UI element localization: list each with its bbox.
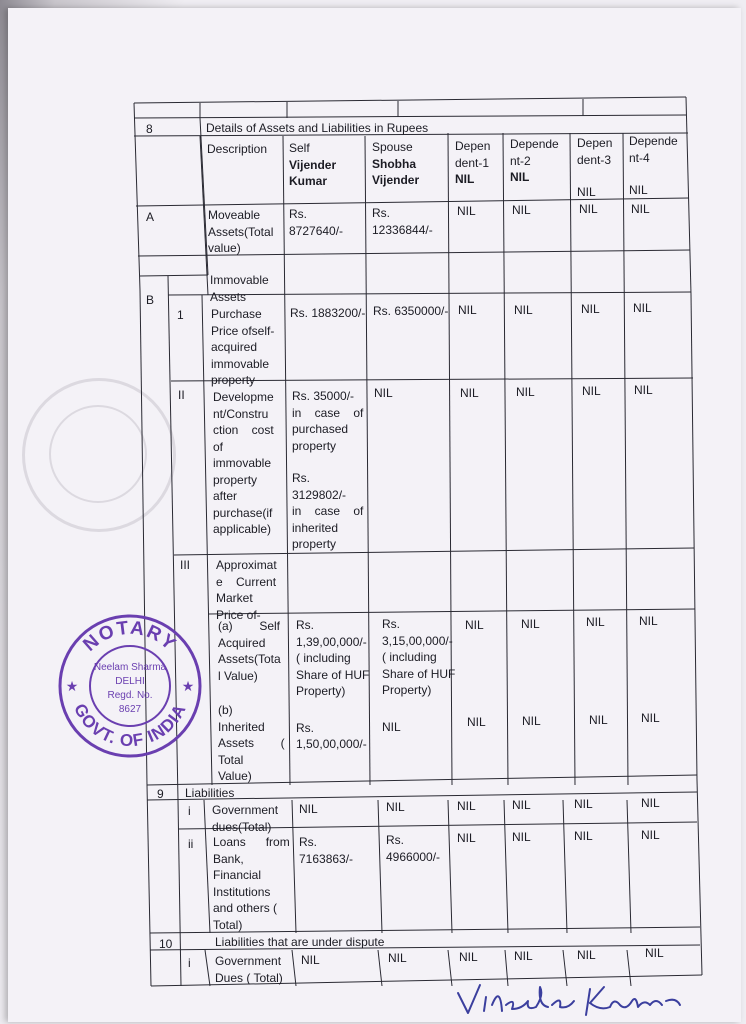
row-b3-b-dep1: NIL (467, 715, 486, 729)
row-9i-dep3: NIL (574, 797, 593, 811)
text-line: Approximat (216, 558, 277, 572)
stamp-name: Neelam Sharma (93, 662, 167, 673)
text-line: Bank, (213, 851, 244, 866)
text-line: Price of- (216, 607, 261, 622)
text-line: inherited (292, 520, 339, 535)
text-line: ( including (382, 650, 437, 664)
row-b3-a-dep2: NIL (521, 617, 540, 631)
row-10i-dep3: NIL (577, 948, 596, 962)
row-a-self (289, 206, 343, 239)
col-dep2-line2: nt-2 (510, 153, 531, 168)
text-line: 8727640/- (289, 223, 344, 238)
col-spouse (372, 139, 448, 189)
text-line: in case of (292, 405, 364, 420)
stamp-place: DELHI (115, 676, 145, 687)
row-b2-dep4: NIL (634, 383, 653, 397)
row-9-code: 9 (157, 787, 164, 801)
row-a-dep4: NIL (631, 202, 650, 216)
text-line: nt/Constru (213, 406, 269, 421)
col-spouse-label: Spouse (372, 140, 413, 154)
row-b2-dep1: NIL (460, 386, 479, 400)
spacer (382, 699, 455, 719)
row-10i-description (215, 953, 283, 986)
text-line: Government (215, 954, 282, 968)
text-line: applicable) (213, 522, 272, 536)
row-b1-self: Rs. 1883200/- (290, 306, 366, 320)
row-b3-code: III (180, 558, 191, 572)
text-line: (b) (218, 703, 233, 717)
row-10i-code: i (188, 956, 191, 970)
star-icon: ★ (65, 679, 79, 695)
text-line: l Value) (218, 668, 258, 683)
col-dep1-value: NIL (455, 172, 475, 186)
row-b1-description (211, 306, 274, 389)
text-line: (a) Self (218, 619, 281, 633)
section-number: 8 (146, 122, 153, 136)
row-b3-a-dep4: NIL (639, 614, 658, 628)
row-a-code: A (146, 210, 155, 224)
col-spouse-name2: Vijender (372, 173, 420, 187)
row-b1-spouse: Rs. 6350000/- (373, 304, 449, 318)
text-line: 1,39,00,000/- (296, 634, 367, 649)
row-9ii-spouse (386, 832, 440, 865)
text-line: Market (216, 591, 253, 605)
row-a-spouse (372, 205, 433, 238)
text-line: Property) (296, 684, 346, 698)
col-self (289, 140, 363, 190)
notary-stamp (56, 612, 204, 760)
row-9i-code: i (188, 804, 191, 818)
row-9i-spouse: NIL (386, 800, 405, 814)
col-self-name1: Vijender (289, 157, 337, 172)
row-b3-b-dep2: NIL (522, 714, 541, 728)
text-line: property (213, 472, 258, 487)
text-line: of (213, 439, 224, 454)
text-line: immovable (213, 456, 272, 470)
col-dependent-4 (629, 133, 678, 199)
row-b3-a-dep1: NIL (465, 618, 484, 632)
text-line: Rs. (296, 720, 314, 735)
text-line: Value) (218, 769, 252, 783)
row-9i-dep4: NIL (641, 796, 660, 810)
row-b3-b-dep4: NIL (641, 711, 660, 725)
text-line: Price ofself- (211, 323, 275, 338)
svg-text:NOTARY (79, 618, 180, 656)
row-b-description (210, 272, 269, 305)
col-self-name2: Kumar (289, 174, 328, 188)
text-line: Immovable (210, 273, 269, 287)
row-9ii-dep1: NIL (457, 831, 476, 845)
col-spouse-name1: Shobha (372, 156, 416, 171)
text-line: after (213, 489, 238, 503)
spacer (292, 454, 366, 470)
col-dep2-value: NIL (510, 170, 530, 184)
text-line: immovable (211, 356, 270, 371)
text-line: 3129802/- (292, 487, 347, 502)
row-b2-dep3: NIL (582, 384, 601, 398)
text-line: Acquired (218, 635, 266, 650)
text-line: Rs. (289, 207, 307, 221)
col-dep2-line1: Depende (510, 137, 559, 151)
handwritten-signature (440, 975, 710, 1020)
col-dep4-value: NIL (629, 183, 648, 197)
text-line: Institutions (213, 884, 271, 899)
row-9i-self: NIL (299, 802, 318, 816)
text-line: 12336844/- (372, 222, 433, 237)
col-dep4-line1: Depende (629, 134, 678, 148)
row-b2-self (292, 388, 366, 553)
text-line: value) (208, 241, 241, 255)
row-b2-spouse: NIL (374, 386, 393, 400)
row-9i-dep2: NIL (512, 798, 531, 812)
text-line: Rs. (382, 617, 400, 631)
row-10i-self: NIL (301, 953, 320, 967)
row-9ii-description (213, 834, 290, 933)
text-line: Inherited (218, 719, 265, 734)
text-line: Property) (382, 683, 432, 697)
text-line: Government (212, 803, 279, 817)
text-line: ction cost (213, 423, 274, 437)
text-line: Rs. (386, 833, 404, 847)
row-b3-sub-self (296, 617, 369, 753)
text-line: e Current (216, 574, 277, 589)
row-9ii-code: ii (188, 837, 194, 851)
row-9-title: Liabilities (185, 786, 235, 800)
spacer (218, 684, 288, 702)
row-10i-dep2: NIL (514, 949, 533, 963)
row-b1-dep3: NIL (581, 302, 600, 316)
col-dependent-2 (510, 136, 559, 186)
text-line: Rs. (292, 471, 310, 485)
col-dep1-line2: dent-1 (455, 155, 490, 170)
stamp-regd: Regd. No. (107, 690, 153, 701)
text-line: property (292, 438, 337, 453)
row-b2-description (213, 389, 283, 538)
text-line: in case of (292, 504, 364, 518)
text-line: Rs. (296, 618, 314, 632)
row-b1-dep1: NIL (458, 303, 477, 317)
text-line: NIL (382, 719, 401, 734)
col-dep3-line1: Depen (577, 136, 613, 150)
row-b3-sub-spouse (382, 616, 455, 735)
row-10-title: Liabilities that are under dispute (215, 935, 385, 949)
text-line: and others ( (213, 901, 278, 915)
text-line: Share of HUF (296, 667, 370, 682)
text-line: 3,15,00,000/- (382, 633, 453, 648)
text-line: Rs. (372, 206, 390, 220)
text-line: Assets(Total (208, 224, 274, 239)
col-dependent-3 (577, 135, 612, 201)
col-self-label: Self (289, 141, 310, 155)
text-line: 7163863/- (299, 851, 354, 866)
text-line: Rs. (299, 835, 317, 849)
row-9i-description (212, 802, 278, 835)
text-line: dues(Total) (212, 819, 272, 834)
text-line: Assets (210, 289, 247, 304)
row-b2-dep2: NIL (516, 385, 535, 399)
row-b3-sub-description (218, 618, 288, 785)
row-a-dep1: NIL (457, 204, 476, 218)
text-line: Share of HUF (382, 666, 456, 681)
text-line: Purchase (211, 307, 262, 321)
row-a-description (208, 207, 273, 257)
col-description: Description (207, 142, 268, 156)
row-10i-dep1: NIL (459, 950, 478, 964)
col-dep4-line2: nt-4 (629, 150, 650, 165)
section-title: Details of Assets and Liabilities in Rupees (206, 121, 429, 135)
text-line: Dues ( Total) (215, 970, 283, 985)
text-line: Developme (213, 390, 274, 404)
spacer (296, 700, 369, 720)
text-line: Loans from (213, 835, 290, 849)
text-line: purchase(if (213, 505, 273, 520)
col-dep3-line2: dent-3 (577, 152, 612, 167)
text-line: Moveable (208, 208, 261, 222)
row-b3-b-dep3: NIL (589, 713, 608, 727)
text-line: Total (218, 752, 244, 767)
text-line: property (211, 373, 256, 387)
row-9i-dep1: NIL (457, 799, 476, 813)
row-b1-dep2: NIL (514, 303, 533, 317)
star-icon: ★ (181, 679, 195, 695)
stamp-top-text: NOTARY (79, 617, 181, 656)
row-9ii-dep2: NIL (512, 830, 531, 844)
text-line: Assets ( (218, 736, 285, 750)
text-line: purchased (292, 422, 349, 436)
row-b-code: B (146, 293, 155, 307)
row-9ii-dep4: NIL (641, 828, 660, 842)
row-9ii-dep3: NIL (574, 829, 593, 843)
row-b2-code: II (178, 388, 185, 402)
text-line: property (292, 537, 337, 551)
text-line: ( including (296, 651, 351, 665)
text-line: Assets(Tota (218, 652, 281, 666)
col-dependent-1 (455, 138, 490, 188)
stamp-number: 8627 (118, 704, 142, 715)
text-line: acquired (211, 340, 258, 354)
row-10-code: 10 (159, 937, 173, 951)
row-b3-a-dep3: NIL (586, 615, 605, 629)
row-b1-dep4: NIL (633, 301, 652, 315)
row-10i-dep4: NIL (645, 946, 664, 960)
text-line: Financial (213, 868, 262, 882)
text-line: 4966000/- (386, 849, 441, 864)
row-b1-code: 1 (177, 308, 184, 322)
text-line: 1,50,00,000/- (296, 737, 367, 751)
row-b3-description (216, 557, 286, 623)
row-10i-spouse: NIL (388, 951, 407, 965)
row-a-dep2: NIL (512, 203, 531, 217)
col-dep1-line1: Depen (455, 139, 491, 153)
row-9ii-self (299, 834, 353, 867)
stamp-bottom-text: GOVT. OF INDIA (70, 700, 190, 751)
text-line: Rs. 35000/- (292, 389, 355, 403)
text-line: Total) (213, 917, 243, 932)
row-a-dep3: NIL (579, 202, 598, 216)
col-dep3-value: NIL (577, 185, 596, 199)
